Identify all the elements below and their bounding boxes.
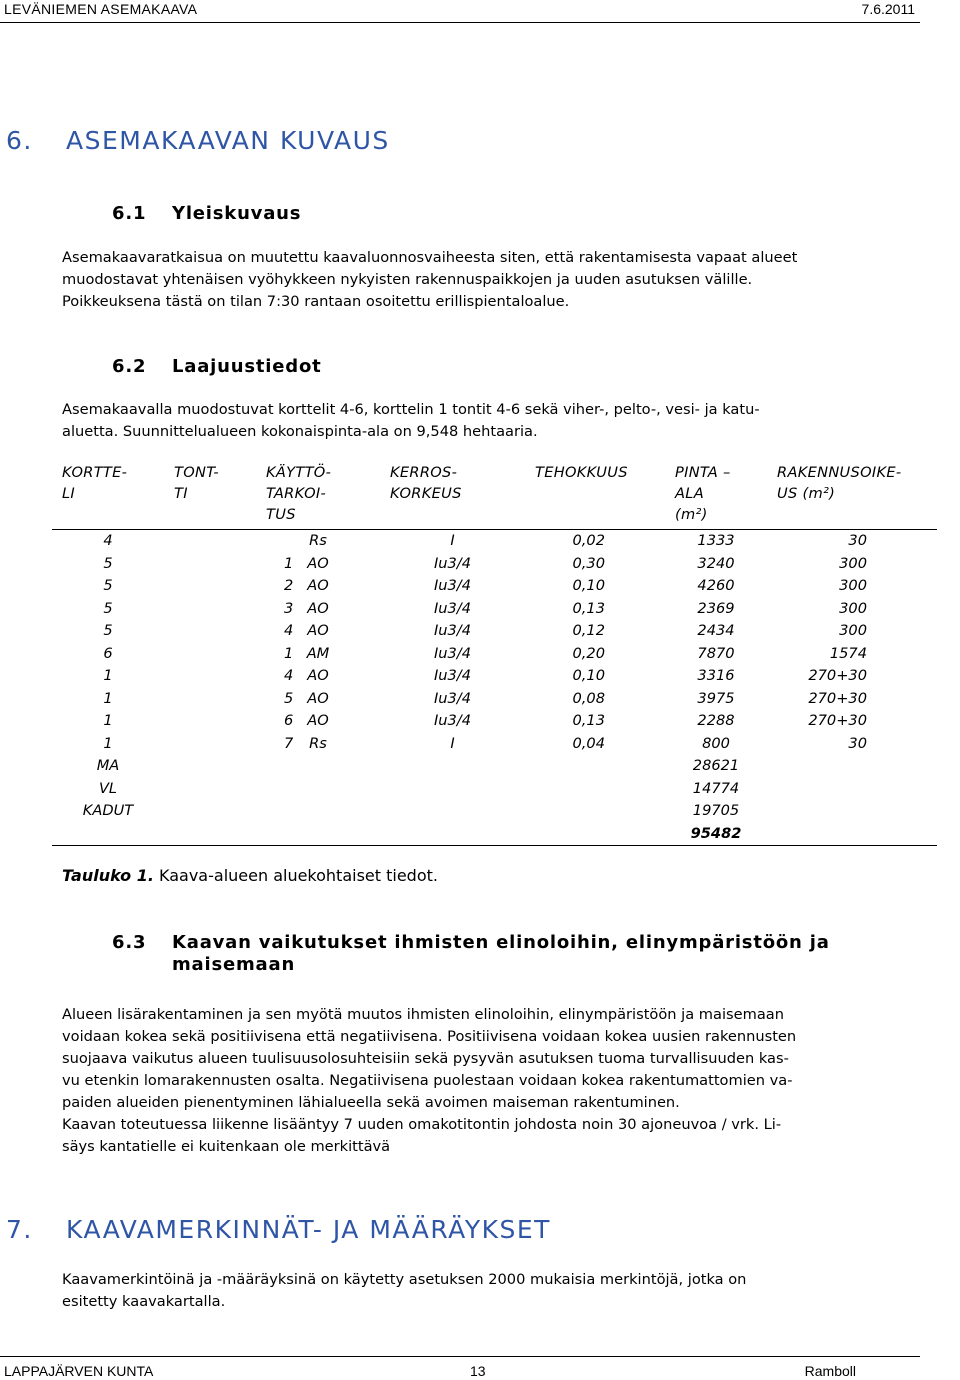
cell-pinta-ala: 19705 (692, 802, 740, 820)
cell-rakennusoikeus: 270+30 (808, 689, 867, 707)
cell-tontti (164, 823, 256, 846)
col-kortteli-label: KORTTE- LI (62, 464, 128, 502)
cell-pinta-ala: 4260 (697, 577, 735, 595)
cell-kayttotarkoitus (256, 823, 380, 846)
col-kayttotarkoitus (256, 460, 380, 530)
section-7-heading (6, 1215, 906, 1247)
cell-kayttotarkoitus: AO (307, 689, 329, 707)
cell-tontti (164, 778, 256, 801)
paragraph-line: voidaan kokea sekä positiivisena että negatiivisena. Positiivisena voidaan kokea uusien rakennusten (62, 1028, 797, 1045)
col-pinta-ala-label: PINTA – ALA (m²) (675, 464, 731, 523)
cell-kerroskorkeus: Iu3/4 (433, 599, 472, 617)
cell-kortteli: 5 (103, 577, 113, 595)
cell-tontti: 1 (284, 644, 294, 662)
col-tontti-label: TONT- TI (174, 464, 219, 502)
cell-pinta-ala: 800 (702, 734, 730, 752)
cell-tehokkuus: 0,10 (572, 577, 605, 595)
footer-organization: LAPPAJÄRVEN KUNTA (4, 1363, 154, 1379)
table-row (52, 643, 937, 666)
cell-tontti: 3 (284, 599, 294, 617)
paragraph-line: vu etenkin lomarakennusten osalta. Negatiivisena puolestaan voidaan kokea rakentumattomien va- (62, 1072, 793, 1089)
cell-pinta-ala: 2288 (697, 712, 735, 730)
col-tehokkuus-label: TEHOKKUUS (535, 464, 628, 481)
section-6-1-title: Yleiskuvaus (172, 203, 302, 224)
cell-kayttotarkoitus: AO (307, 554, 329, 572)
cell-rakennusoikeus: 270+30 (808, 667, 867, 685)
paragraph-line: esitetty kaavakartalla. (62, 1293, 226, 1310)
cell-tehokkuus (525, 800, 665, 823)
section-6-2-heading (112, 356, 912, 380)
cell-tontti: 5 (284, 689, 294, 707)
table-row (52, 665, 937, 688)
footer-company: Ramboll (804, 1363, 856, 1379)
cell-tontti: 6 (284, 712, 294, 730)
cell-tehokkuus: 0,04 (572, 734, 605, 752)
cell-kortteli: 1 (103, 667, 113, 685)
header-date: 7.6.2011 (861, 1, 915, 17)
cell-kerroskorkeus: Iu3/4 (433, 712, 472, 730)
cell-kerroskorkeus (380, 755, 525, 778)
section-7-title: KAAVAMERKINNÄT- JA MÄÄRÄYKSET (66, 1215, 551, 1244)
cell-tontti (164, 800, 256, 823)
table-row (52, 823, 937, 846)
cell-rakennusoikeus: 300 (839, 599, 867, 617)
cell-rakennusoikeus: 270+30 (808, 712, 867, 730)
col-kerroskorkeus (380, 460, 525, 530)
header-title: LEVÄNIEMEN ASEMAKAAVA (4, 1, 198, 17)
cell-kerroskorkeus (380, 778, 525, 801)
cell-rakennusoikeus (767, 800, 937, 823)
cell-kerroskorkeus: Iu3/4 (433, 554, 472, 572)
cell-rakennusoikeus (767, 755, 937, 778)
cell-tontti (164, 755, 256, 778)
cell-kortteli: 6 (103, 644, 113, 662)
cell-tehokkuus: 0,13 (572, 599, 605, 617)
cell-tehokkuus: 0,02 (572, 532, 605, 550)
footer-rule (0, 1356, 920, 1357)
paragraph-line: Poikkeuksena tästä on tilan 7:30 rantaan osoitettu erillispientaloalue. (62, 293, 570, 310)
cell-tontti: 4 (284, 667, 294, 685)
cell-pinta-ala: 7870 (697, 644, 735, 662)
cell-tehokkuus: 0,10 (572, 667, 605, 685)
table-row (52, 598, 937, 621)
section-6-3-title-cont: maisemaan (172, 954, 296, 975)
cell-kortteli: 1 (103, 689, 113, 707)
section-6-2-paragraph (62, 399, 922, 443)
section-7-paragraph (62, 1269, 922, 1313)
table-row (52, 688, 937, 711)
cell-pinta-ala: 14774 (692, 779, 740, 797)
cell-tehokkuus (525, 755, 665, 778)
section-6-number: 6. (6, 126, 33, 155)
section-6-3-number: 6.3 (112, 932, 147, 953)
cell-kayttotarkoitus (256, 755, 380, 778)
cell-kortteli: 1 (103, 734, 113, 752)
cell-rakennusoikeus: 30 (848, 734, 867, 752)
cell-kerroskorkeus: I (450, 734, 455, 752)
cell-kayttotarkoitus: AO (307, 577, 329, 595)
cell-tontti (164, 530, 256, 553)
cell-kayttotarkoitus: AO (307, 622, 329, 640)
table-caption-text: Kaava-alueen aluekohtaiset tiedot. (159, 866, 438, 885)
area-table (52, 460, 937, 846)
cell-rakennusoikeus: 300 (839, 622, 867, 640)
cell-kerroskorkeus: Iu3/4 (433, 667, 472, 685)
section-6-2-title: Laajuustiedot (172, 356, 322, 377)
cell-kortteli: 5 (103, 554, 113, 572)
section-6-3-title: Kaavan vaikutukset ihmisten elinoloihin, elinympäristöön ja (172, 932, 830, 953)
cell-kayttotarkoitus: AO (307, 712, 329, 730)
section-6-1-paragraph (62, 247, 922, 313)
paragraph-line: Kaavamerkintöinä ja -määräyksinä on käytetty asetuksen 2000 mukaisia merkintöjä, jotka on (62, 1271, 747, 1288)
cell-tontti: 4 (284, 622, 294, 640)
cell-tontti: 2 (284, 577, 294, 595)
cell-kortteli (52, 823, 164, 846)
section-6-3-heading (112, 932, 932, 980)
cell-tehokkuus (525, 823, 665, 846)
section-7-number: 7. (6, 1215, 33, 1244)
cell-kayttotarkoitus: AM (306, 644, 330, 662)
col-kayttotarkoitus-label: KÄYTTÖ- TARKOI- TUS (266, 464, 332, 523)
table-row (52, 530, 937, 553)
col-tontti (164, 460, 256, 530)
section-6-heading (6, 126, 906, 158)
cell-kayttotarkoitus: AO (307, 667, 329, 685)
table-row (52, 553, 937, 576)
cell-pinta-ala: 2434 (697, 622, 735, 640)
col-pinta-ala (665, 460, 767, 530)
cell-tehokkuus: 0,20 (572, 644, 605, 662)
section-6-1-number: 6.1 (112, 203, 147, 224)
paragraph-line: paiden alueiden pienentyminen lähialueella sekä avoimen maiseman rakentuminen. (62, 1094, 680, 1111)
table-row (52, 710, 937, 733)
table-row (52, 575, 937, 598)
cell-kerroskorkeus (380, 823, 525, 846)
cell-tehokkuus: 0,12 (572, 622, 605, 640)
section-6-3-paragraph (62, 1004, 922, 1158)
cell-kayttotarkoitus: Rs (309, 734, 327, 752)
col-kerroskorkeus-label: KERROS- KORKEUS (390, 464, 462, 502)
cell-kortteli: 5 (103, 599, 113, 617)
section-6-1-heading (112, 203, 912, 227)
cell-rakennusoikeus: 300 (839, 554, 867, 572)
table-caption (62, 866, 438, 885)
cell-pinta-ala: 3240 (697, 554, 735, 572)
cell-pinta-ala: 3316 (697, 667, 735, 685)
cell-kortteli: 4 (103, 532, 113, 550)
cell-pinta-ala: 2369 (697, 599, 735, 617)
cell-kortteli: VL (98, 779, 118, 797)
cell-rakennusoikeus: 300 (839, 577, 867, 595)
section-6-2-number: 6.2 (112, 356, 147, 377)
cell-kortteli: 5 (103, 622, 113, 640)
paragraph-line: säys kantatielle ei kuitenkaan ole merkittävä (62, 1138, 391, 1155)
col-rakennusoikeus-label: RAKENNUSOIKE- US (m²) (777, 464, 902, 502)
cell-tontti: 7 (284, 734, 294, 752)
cell-tehokkuus (525, 778, 665, 801)
cell-pinta-ala: 28621 (692, 757, 740, 775)
paragraph-line: suojaava vaikutus alueen tuulisuusolosuhteisiin sekä pysyvän asutuksen tuoma turvallisuuden kas- (62, 1050, 789, 1067)
col-tehokkuus (525, 460, 665, 530)
cell-pinta-ala: 3975 (697, 689, 735, 707)
cell-kayttotarkoitus: Rs (309, 532, 327, 550)
cell-kayttotarkoitus: AO (307, 599, 329, 617)
cell-pinta-ala: 1333 (697, 532, 735, 550)
cell-kortteli: MA (96, 757, 120, 775)
cell-kayttotarkoitus (256, 778, 380, 801)
cell-tehokkuus: 0,30 (572, 554, 605, 572)
cell-kerroskorkeus: Iu3/4 (433, 644, 472, 662)
cell-rakennusoikeus (767, 778, 937, 801)
cell-pinta-ala: 95482 (665, 823, 767, 846)
cell-rakennusoikeus: 30 (848, 532, 867, 550)
cell-tehokkuus: 0,13 (572, 712, 605, 730)
section-6-title: ASEMAKAAVAN KUVAUS (66, 126, 390, 155)
col-kortteli (52, 460, 164, 530)
paragraph-line: Kaavan toteutuessa liikenne lisääntyy 7 uuden omakotitontin johdosta noin 30 ajoneuvoa / vrk. Li- (62, 1116, 782, 1133)
paragraph-line: Asemakaavaratkaisua on muutettu kaavaluonnosvaiheesta siten, että rakentamisesta vapaat alueet (62, 249, 798, 266)
table-row (52, 733, 937, 756)
cell-kerroskorkeus: Iu3/4 (433, 577, 472, 595)
cell-kerroskorkeus: Iu3/4 (433, 622, 472, 640)
paragraph-line: muodostavat yhtenäisen vyöhykkeen nykyisten rakennuspaikkojen ja uuden asutuksen välille. (62, 271, 753, 288)
page-number: 13 (470, 1363, 486, 1379)
cell-rakennusoikeus (767, 823, 937, 846)
cell-tehokkuus: 0,08 (572, 689, 605, 707)
cell-tontti: 1 (284, 554, 294, 572)
paragraph-line: Asemakaavalla muodostuvat korttelit 4-6, korttelin 1 tontit 4-6 sekä viher-, pelto-, vesi- ja katu- (62, 401, 760, 418)
paragraph-line: Alueen lisärakentaminen ja sen myötä muutos ihmisten elinoloihin, elinympäristöön ja maisemaan (62, 1006, 784, 1023)
cell-rakennusoikeus: 1574 (829, 644, 867, 662)
table-row (52, 755, 937, 778)
paragraph-line: aluetta. Suunnittelualueen kokonaispinta-ala on 9,548 hehtaaria. (62, 423, 538, 440)
cell-kerroskorkeus (380, 800, 525, 823)
cell-kerroskorkeus: I (450, 532, 455, 550)
cell-kerroskorkeus: Iu3/4 (433, 689, 472, 707)
table-row (52, 800, 937, 823)
cell-kortteli: KADUT (82, 802, 134, 820)
table-row (52, 620, 937, 643)
cell-kortteli: 1 (103, 712, 113, 730)
col-rakennusoikeus (767, 460, 937, 530)
table-caption-label: Tauluko 1. (62, 866, 154, 885)
cell-kayttotarkoitus (256, 800, 380, 823)
table-row (52, 778, 937, 801)
table-header-row (52, 460, 937, 530)
header-rule (0, 22, 920, 23)
